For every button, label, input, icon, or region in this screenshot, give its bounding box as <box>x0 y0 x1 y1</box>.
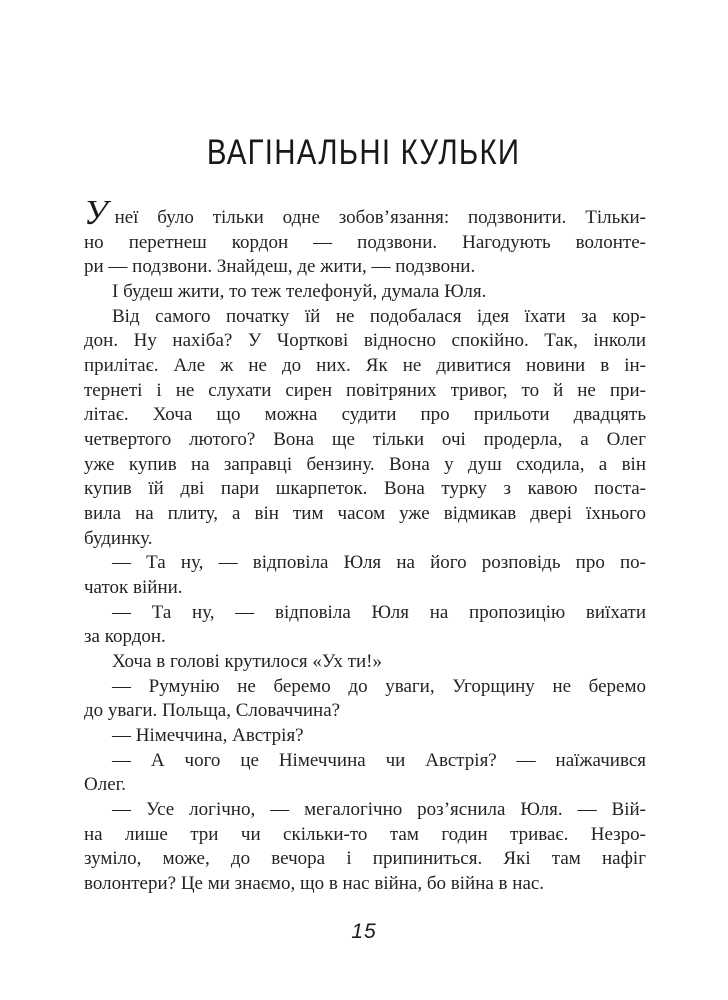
text-line: літає. Хоча що можна судити про прильоти двадцять <box>84 404 646 426</box>
text-line: чаток війни. <box>84 577 183 599</box>
drop-cap: У <box>84 193 108 232</box>
text-line: Унеї було тільки одне зобов’язання: подзвонити. Тільки- <box>84 193 646 232</box>
text-line: — А чого це Німеччина чи Австрія? — наїжачився <box>112 749 646 771</box>
text-line: четвертого лютого? Вона ще тільки очі продерла, а Олег <box>84 429 646 451</box>
text-line: І будеш жити, то теж телефонуй, думала Юля. <box>112 281 487 303</box>
text-line: — Та ну, — відповіла Юля на його розповідь про по- <box>112 552 646 574</box>
text-line: на лише три чи скільки-то там годин триває. Незро- <box>84 823 646 845</box>
text-line: прилітає. Але ж не до них. Як не дивитися новини в ін- <box>84 355 646 377</box>
text-line: Від самого початку їй не подобалася ідея їхати за кор- <box>112 305 646 327</box>
chapter-title: ВАГІНАЛЬНІ КУЛЬКИ <box>207 133 521 172</box>
text-line: вила на плиту, а він тим часом уже відмикав двері їхнього <box>84 503 646 525</box>
text-line: за кордон. <box>84 626 166 648</box>
chapter-title-row <box>0 133 728 173</box>
text-line: Олег. <box>84 774 127 796</box>
text-line: дон. Ну нахіба? У Чорткові відносно спокійно. Так, інколи <box>84 330 646 352</box>
text-line: уже купив на заправці бензину. Вона у душ сходила, а він <box>84 453 646 475</box>
text-line: волонтери? Це ми знаємо, що в нас війна, бо війна в нас. <box>84 873 545 895</box>
text-line: ри — подзвони. Знайдеш, де жити, — подзвони. <box>84 256 476 278</box>
text-line: но перетнеш кордон — подзвони. Нагодують волонте- <box>84 231 646 253</box>
text-line: купив їй дві пари шкарпеток. Вона турку з кавою поста- <box>84 478 646 500</box>
text-line: — Німеччина, Австрія? <box>112 725 304 747</box>
text-line: — Усе логічно, — мегалогічно роз’яснила Юля. — Вій- <box>112 799 646 821</box>
text-line: — Румунію не беремо до уваги, Угорщину не беремо <box>112 675 646 697</box>
text-line: тернеті і не слухати сирен повітряних тривог, то й не при- <box>84 379 646 401</box>
text-block <box>84 193 646 897</box>
text-line: — Та ну, — відповіла Юля на пропозицію виїхати <box>112 601 646 623</box>
text-line: зуміло, може, до вечора і припиниться. Які там нафіг <box>84 848 646 870</box>
text-line: будинку. <box>84 527 153 549</box>
text-line: до уваги. Польща, Словаччина? <box>84 700 341 722</box>
text-line: Хоча в голові крутилося «Ух ти!» <box>112 651 382 673</box>
page-number: 15 <box>351 920 377 943</box>
